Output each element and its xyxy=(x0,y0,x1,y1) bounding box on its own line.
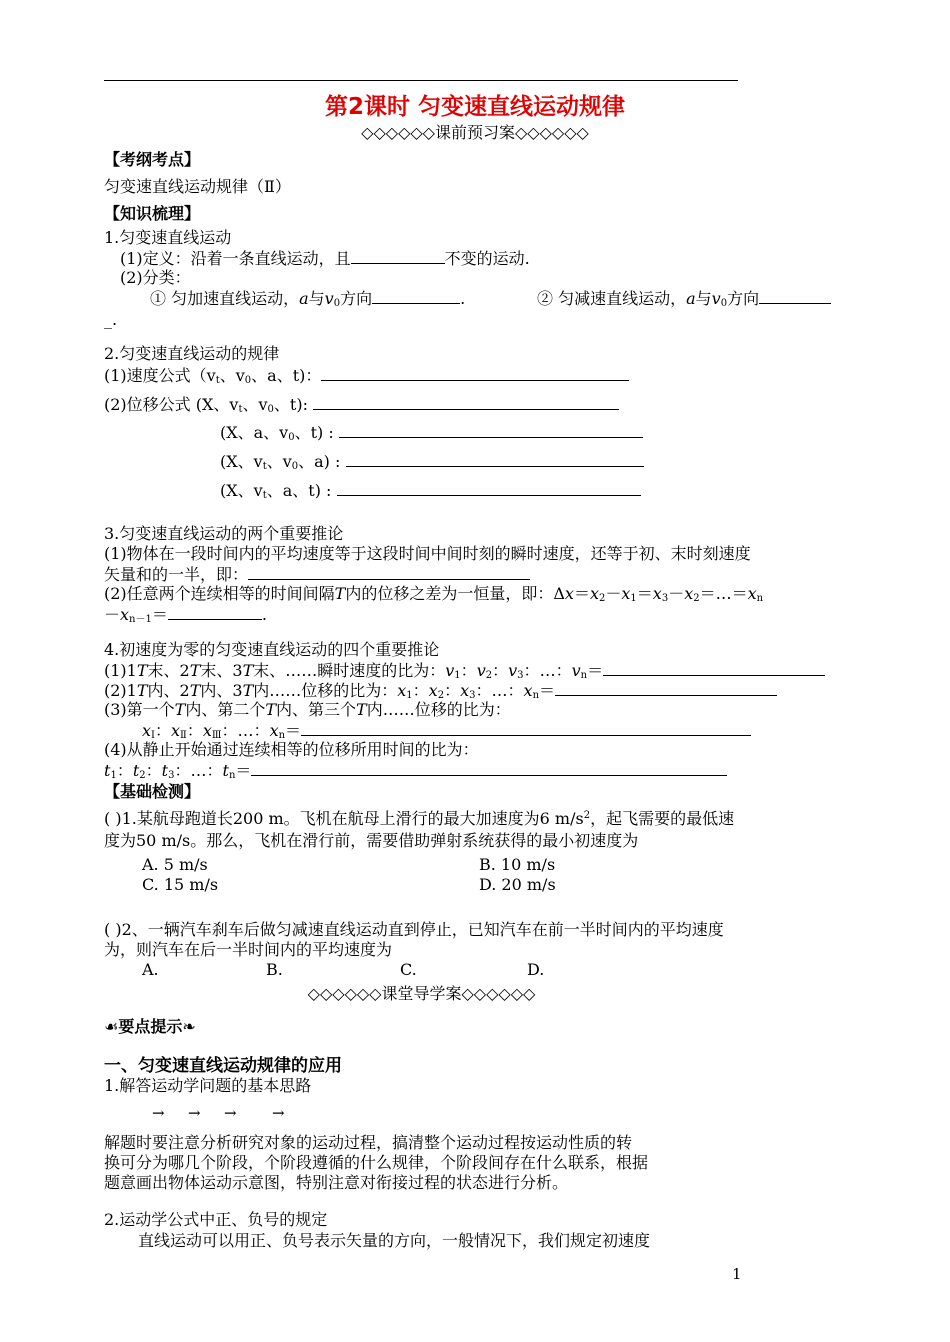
classification-label: (2)分类： xyxy=(120,268,191,287)
corollary-2-line2: $-x_{n-1}=$ . xyxy=(104,605,267,625)
question-2-option-a[interactable]: A. xyxy=(142,960,159,979)
formula-displacement-1: (2)位移公式 (X、$v_t$、$v_0$、t): xyxy=(104,394,619,420)
formula-displacement-2: (X、a、$v_0$、t) : xyxy=(220,422,643,448)
question-2-line2: 为，则汽车在后一半时间内的平均速度为 xyxy=(104,940,393,959)
corollary-1-line1: (1)物体在一段时间内的平均速度等于这段时间中间时刻的瞬时速度，还等于初、末时刻速度 xyxy=(104,544,751,563)
flow-arrow-icon: → xyxy=(188,1104,201,1122)
blank-velocity-ratio[interactable] xyxy=(603,660,825,676)
paragraph-line: 题意画出物体运动示意图，特别注意对衔接过程的状态进行分析。 xyxy=(104,1173,569,1192)
flow-arrow-icon: → xyxy=(224,1104,237,1122)
blank-decel-direction[interactable] xyxy=(759,288,831,304)
formula-displacement-4: (X、$v_t$、a、t) : xyxy=(220,480,641,506)
blank-accel-direction[interactable] xyxy=(372,288,460,304)
blank-average-velocity[interactable] xyxy=(248,564,530,580)
question-2-line1: ( )2、一辆汽车刹车后做匀减速直线运动直到停止，已知汽车在前一半时间内的平均速度 xyxy=(104,920,724,939)
question-2-option-d[interactable]: D. xyxy=(527,960,545,979)
corollary-2-line1: (2)任意两个连续相等的时间间隔T内的位移之差为一恒量，即：$\Delta x=x_2-x_1=x_3-x_2=\dots=x_n$ xyxy=(104,584,764,604)
flow-arrow-icon: → xyxy=(272,1104,285,1122)
section-banner-class: ◇◇◇◇◇◇课堂导学案◇◇◇◇◇◇ xyxy=(307,984,536,1003)
question-1-line1: ( )1.某航母跑道长200 m。飞机在航母上滑行的最大加速度为6 $m/s^2$，起飞需要的最低速 xyxy=(104,809,735,828)
blank-time-ratio[interactable] xyxy=(251,760,727,776)
item-1-title: 1.匀变速直线运动 xyxy=(104,228,232,247)
fleuron-right-icon: ❧ xyxy=(182,1017,196,1036)
blank-interval-ratio[interactable] xyxy=(301,720,751,736)
definition-line: (1)定义：沿着一条直线运动，且 不变的运动. xyxy=(120,249,530,268)
inference-1: (1)1T末、2T末、3T末、……瞬时速度的比为：$v_1$：$v_2$：$v_3$：…：$v_n=$ xyxy=(104,660,825,686)
kaogang-heading: 【考纲考点】 xyxy=(104,150,201,169)
question-2-option-b[interactable]: B. xyxy=(266,960,283,979)
jichu-heading: 【基础检测】 xyxy=(104,782,201,801)
blank-definition[interactable] xyxy=(351,248,445,264)
item-2-title: 2.匀变速直线运动的规律 xyxy=(104,344,280,363)
question-1-option-b[interactable]: B. 10 m/s xyxy=(479,855,556,874)
classification-tail: _. xyxy=(104,310,118,329)
page-title: 第2课时 匀变速直线运动规律 xyxy=(324,94,625,120)
page-number: 1 xyxy=(732,1265,742,1283)
flow-arrow-icon: → xyxy=(152,1104,165,1122)
item-3-title: 3.匀变速直线运动的两个重要推论 xyxy=(104,524,344,543)
inference-3: (3)第一个T内、第二个T内、第三个T内……位移的比为： xyxy=(104,700,511,719)
fleuron-left-icon: ☙ xyxy=(104,1017,119,1036)
inference-4-ratio: $t_1$：$t_2$：$t_3$：…：$t_n=$ xyxy=(104,760,727,786)
key-points-label: ☙要点提示❧ xyxy=(104,1017,196,1036)
blank-displacement-1[interactable] xyxy=(313,394,619,410)
blank-displacement-2[interactable] xyxy=(339,422,643,438)
paragraph-line: 换可分为哪几个阶段，个阶段遵循的什么规律，个阶段间存在什么联系，根据 xyxy=(104,1153,649,1172)
part-1-subtitle-2: 2.运动学公式中正、负号的规定 xyxy=(104,1210,328,1229)
zhishi-heading: 【知识梳理】 xyxy=(104,204,201,223)
corollary-1-line2: 矢量和的一半，即： xyxy=(104,564,530,585)
section-banner-preview: ◇◇◇◇◇◇课前预习案◇◇◇◇◇◇ xyxy=(361,123,589,142)
item-4-title: 4.初速度为零的匀变速直线运动的四个重要推论 xyxy=(104,640,440,659)
question-1-option-c[interactable]: C. 15 m/s xyxy=(142,875,219,894)
paragraph-line: 直线运动可以用正、负号表示矢量的方向，一般情况下，我们规定初速度 xyxy=(138,1231,651,1250)
formula-velocity: (1)速度公式（$v_t$、$v_0$、a、t)： xyxy=(104,365,629,391)
formula-displacement-3: (X、$v_t$、$v_0$、a) : xyxy=(220,451,644,477)
blank-displacement-3[interactable] xyxy=(346,451,644,467)
part-1-subtitle-1: 1.解答运动学问题的基本思路 xyxy=(104,1076,312,1095)
blank-displacement-ratio[interactable] xyxy=(555,680,777,696)
question-1-line2: 度为50 m/s。那么，飞机在滑行前，需要借助弹射系统获得的最小初速度为 xyxy=(104,831,639,850)
blank-velocity-formula[interactable] xyxy=(321,365,629,381)
blank-constant-difference[interactable] xyxy=(168,604,262,620)
paragraph-line: 解题时要注意分析研究对象的运动过程，搞清整个运动过程按运动性质的转 xyxy=(104,1133,633,1152)
part-1-heading: 一、匀变速直线运动规律的应用 xyxy=(104,1056,342,1076)
inference-4: (4)从静止开始通过连续相等的位移所用时间的比为： xyxy=(104,740,479,759)
classification-accel: ① 匀加速直线运动，a与$v_0$方向 . xyxy=(150,289,466,309)
question-2-option-c[interactable]: C. xyxy=(400,960,417,979)
inference-3-ratio: $x_Ⅰ$：$x_Ⅱ$：$x_Ⅲ$：…：$x_n=$ xyxy=(142,720,751,746)
blank-displacement-4[interactable] xyxy=(337,480,641,496)
kaogang-item: 匀变速直线运动规律（Ⅱ） xyxy=(104,177,291,196)
classification-decel: ② 匀减速直线运动，a与$v_0$方向 xyxy=(537,288,831,314)
question-1-option-a[interactable]: A. 5 m/s xyxy=(142,855,208,874)
header-rule xyxy=(104,80,738,81)
inference-2: (2)1T内、2T内、3T内……位移的比为：$x_1$：$x_2$：$x_3$：…：$x_n=$ xyxy=(104,680,777,706)
question-1-option-d[interactable]: D. 20 m/s xyxy=(479,875,556,894)
